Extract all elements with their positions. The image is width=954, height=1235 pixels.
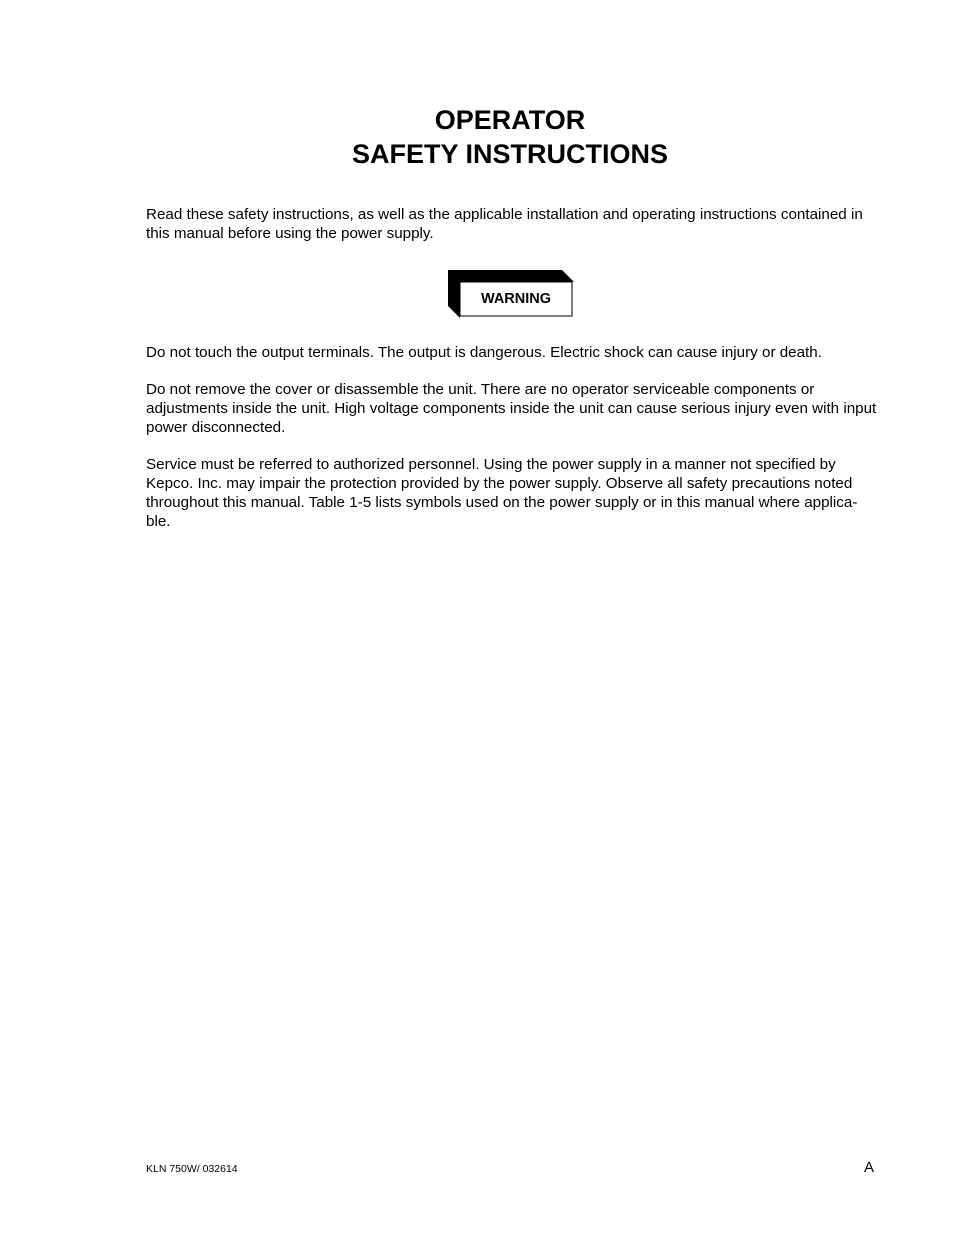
- warning-callout: [448, 270, 574, 318]
- footer-doc-id: KLN 750W/ 032614: [146, 1163, 238, 1175]
- paragraph-service: Service must be referred to authorized personnel. Using the power supply in a manner not specified by Kepco. Inc. may impair the protection provided by the power supply. Observe all safety precautions noted throughout this manual. Table 1-5 lists symbols used on the power supply or in this manual where applica-ble.: [146, 456, 858, 530]
- page-title-line-2: SAFETY INSTRUCTIONS: [351, 139, 669, 169]
- paragraph-cover-removal: Do not remove the cover or disassemble the unit. There are no operator serviceable components or adjustments inside the unit. High voltage components inside the unit can cause serious injury even with input power disconnected.: [146, 381, 877, 436]
- page-title-line-1: OPERATOR: [434, 105, 586, 135]
- footer-page-label: A: [864, 1159, 875, 1176]
- paragraph-output-terminals: Do not touch the output terminals. The output is dangerous. Electric shock can cause injury or death.: [146, 344, 822, 361]
- warning-label: WARNING: [480, 291, 552, 307]
- intro-paragraph: Read these safety instructions, as well as the applicable installation and operating instructions contained in this manual before using the power supply.: [146, 206, 863, 242]
